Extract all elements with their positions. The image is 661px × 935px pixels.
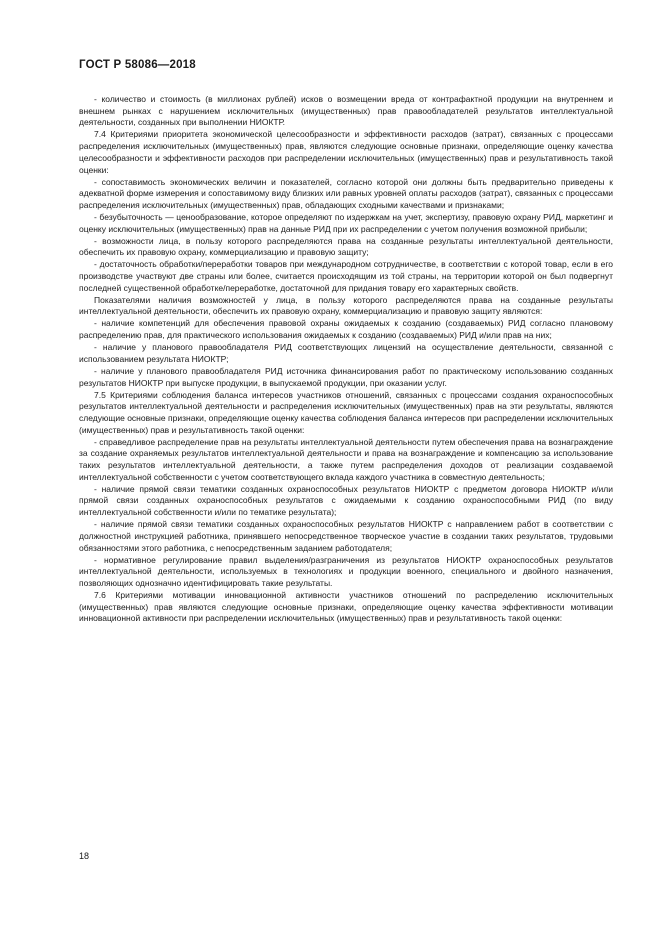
body-paragraph: - безубыточность — ценообразование, которое определяют по издержкам на учет, экспертизу, правовую охрану РИД, маркетинг и оценку исключительных (имущественных) прав на данные РИД при их распределении с учетом получения возможной прибыли; [79,211,613,234]
standard-header: ГОСТ Р 58086—2018 [79,59,196,71]
body-paragraph: - достаточность обработки/переработки товаров при международном сотрудничестве, в соответствии с которой товар, если в его производстве участвуют две страны или более, считается происходящим из той страны, на территории которой он был подвергнут последней существенной обработке/переработке, достаточной для придания товару его характерных свойств. [79,259,613,293]
body-paragraph: - наличие у планового правообладателя РИД источника финансирования работ по практическому использованию созданных результатов НИОКТР при выпуске продукции, в выпускаемой продукции, при оказании услуг. [79,365,613,388]
body-paragraph: 7.5 Критериями соблюдения баланса интересов участников отношений, связанных с процессами создания охраноспособных результатов интеллектуальной деятельности и распределения исключительных (имущественных) прав на эти результаты, являются следующие основные признаки, определяющие оценку качества соблюдения баланса интересов при распределении исключительных (имущественных) прав и результативность такой оценки: [79,389,613,435]
body-paragraph: - количество и стоимость (в миллионах рублей) исков о возмещении вреда от контрафактной продукции на внутреннем и внешнем рынках с нарушением исключительных (имущественных) прав правообладателей результатов интеллектуальной деятельности, созданных при выполнении НИОКТР. [79,94,613,128]
body-paragraph: - наличие компетенций для обеспечения правовой охраны ожидаемых к созданию (создаваемых) РИД согласно плановому распределению прав, для практического использования ожидаемых к созданию (создаваемых) РИД и/или прав на них; [79,318,613,341]
body-paragraph: - справедливое распределение прав на результаты интеллектуальной деятельности путем обеспечения права на вознаграждение за создание охраняемых результатов интеллектуальной деятельности и права на вознаграждение и компенсацию за использование таких результатов интеллектуальной деятельности, а также путем распределения доходов от реализации создаваемой интеллектуальной собственности с учетом соответствующего вклада каждого участника в совместную деятельность; [79,436,613,482]
page-number: 18 [79,851,90,861]
body-paragraph: - наличие у планового правообладателя РИД соответствующих лицензий на осуществление деятельности, связанной с использованием результата НИОКТР; [79,342,613,364]
body-paragraph: - наличие прямой связи тематики созданных охраноспособных результатов НИОКТР с предметом договора НИОКТР и/или прямой связи созданных охраноспособных результатов с ожидаемыми к созданию охраноспособными РИД (по виду интеллектуальной собственности и/или по тематике результата); [79,483,613,518]
body-paragraph: - возможности лица, в пользу которого распределяются права на созданные результаты интеллектуальной деятельности, обеспечить их правовую охрану, коммерциализацию и правовую защиту; [79,235,613,258]
body-paragraph: 7.4 Критериями приоритета экономической целесообразности и эффективности расходов (затрат), связанных с процессами распределения исключительных (имущественных) прав, являются следующие основные признаки, определяющие оценку качества целесообразности и эффективности расходов при распределении исключительных (имущественных) прав и результативность такой оценки: [79,129,613,175]
document-body [79,94,613,625]
body-paragraph: - нормативное регулирование правил выделения/разграничения из результатов НИОКТР охраноспособных результатов интеллектуальной деятельности, используемых в технологиях и продукции военного, специального и двойного назначения, позволяющих однозначно идентифицировать такие результаты. [79,554,613,588]
body-paragraph: Показателями наличия возможностей у лица, в пользу которого распределяются права на созданные результаты интеллектуальной деятельности, обеспечить их правовую охрану, коммерциализацию и правовую защиту являются: [79,294,613,317]
body-paragraph: - сопоставимость экономических величин и показателей, согласно которой они должны быть предварительно приведены к адекватной форме измерения и сопоставимому виду близких или равных уровней оплаты расходов (затрат), связанных с процессами распределения исключительных (имущественных) прав, обладающих сходными качествами и признаками; [79,176,613,210]
body-paragraph: 7.6 Критериями мотивации инновационной активности участников отношений по распределению исключительных (имущественных) прав являются следующие основные признаки, определяющие оценку качества эффективности мотивации инновационной активности при распределении исключительных (имущественных) прав и результативность такой оценки: [79,589,613,624]
body-paragraph: - наличие прямой связи тематики созданных охраноспособных результатов НИОКТР с направлением работ в соответствии с должностной инструкцией работника, принявшего непосредственное творческое участие в создании таких результатов, трудовыми обязанностями этого работника, с непосредственным заданием работодателя; [79,519,613,553]
